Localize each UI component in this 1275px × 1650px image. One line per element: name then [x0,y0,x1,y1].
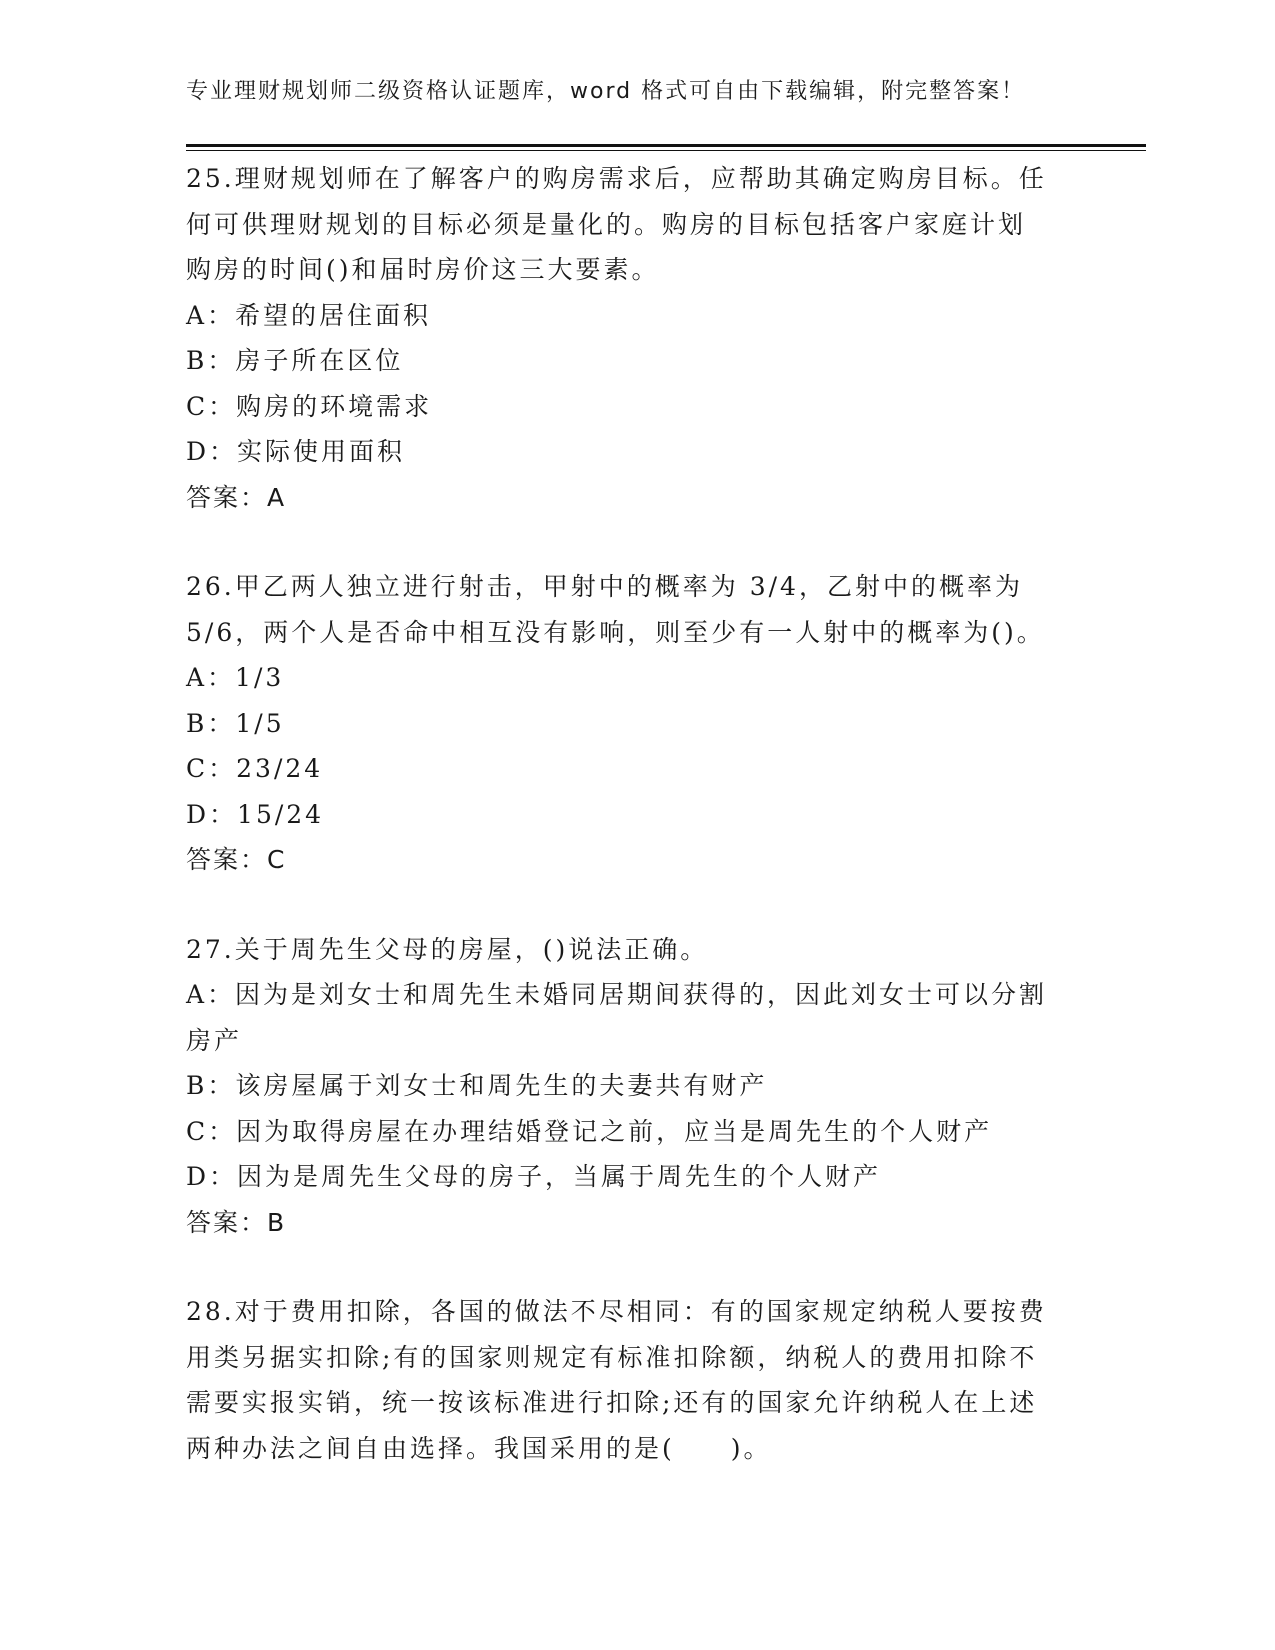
answer-line: 答案：C [186,845,287,874]
header-rule-thin [186,150,1146,151]
question-text-line: 27.关于周先生父母的房屋，()说法正确。 [186,934,709,964]
option-a: A：因为是刘女士和周先生未婚同居期间获得的，因此刘女士可以分割 [186,980,1048,1009]
page-header: 专业理财规划师二级资格认证题库，word 格式可自由下载编辑，附完整答案！ [186,79,1026,104]
question-text-line: 25.理财规划师在了解客户的购房需求后，应帮助其确定购房目标。任 [186,164,1047,193]
option-a-continued: 房产 [186,1025,243,1055]
option-a: A：希望的居住面积 [186,300,432,330]
question-text-line: 需要实报实销，统一按该标准进行扣除;还有的国家允许纳税人在上述 [186,1388,1038,1417]
answer-line: 答案：A [186,482,287,512]
option-d: D：因为是周先生父母的房子，当属于周先生的个人财产 [186,1162,882,1191]
option-d: D：15/24 [186,799,325,829]
question-text-line: 5/6，两个人是否命中相互没有影响，则至少有一人射中的概率为()。 [186,617,1045,647]
option-b: B：1/5 [186,708,285,738]
question-text-line: 28.对于费用扣除，各国的做法不尽相同：有的国家规定纳税人要按费 [186,1297,1047,1326]
option-a: A：1/3 [186,663,285,692]
question-text-line: 26.甲乙两人独立进行射击，甲射中的概率为 3/4，乙射中的概率为 [186,572,1023,601]
question-text-line: 何可供理财规划的目标必须是量化的。购房的目标包括客户家庭计划 [186,209,1027,239]
question-25 [186,156,1086,520]
question-list [186,156,1086,1515]
question-text-line: 用类另据实扣除;有的国家则规定有标准扣除额，纳税人的费用扣除不 [186,1342,1038,1372]
answer-line: 答案：B [186,1207,287,1237]
option-c: C：23/24 [186,754,324,783]
option-d: D：实际使用面积 [186,437,406,466]
question-28 [186,1289,1086,1471]
option-b: B：该房屋属于刘女士和周先生的夫妻共有财产 [186,1071,768,1100]
option-b: B：房子所在区位 [186,346,404,375]
question-text-line: 购房的时间()和届时房价这三大要素。 [186,255,660,284]
question-27 [186,927,1086,1246]
option-c: C：因为取得房屋在办理结婚登记之前，应当是周先生的个人财产 [186,1116,993,1146]
question-text-line: 两种办法之间自由选择。我国采用的是( )。 [186,1433,772,1463]
header-rule-thick [186,144,1146,147]
question-26 [186,564,1086,883]
option-c: C：购房的环境需求 [186,391,433,421]
